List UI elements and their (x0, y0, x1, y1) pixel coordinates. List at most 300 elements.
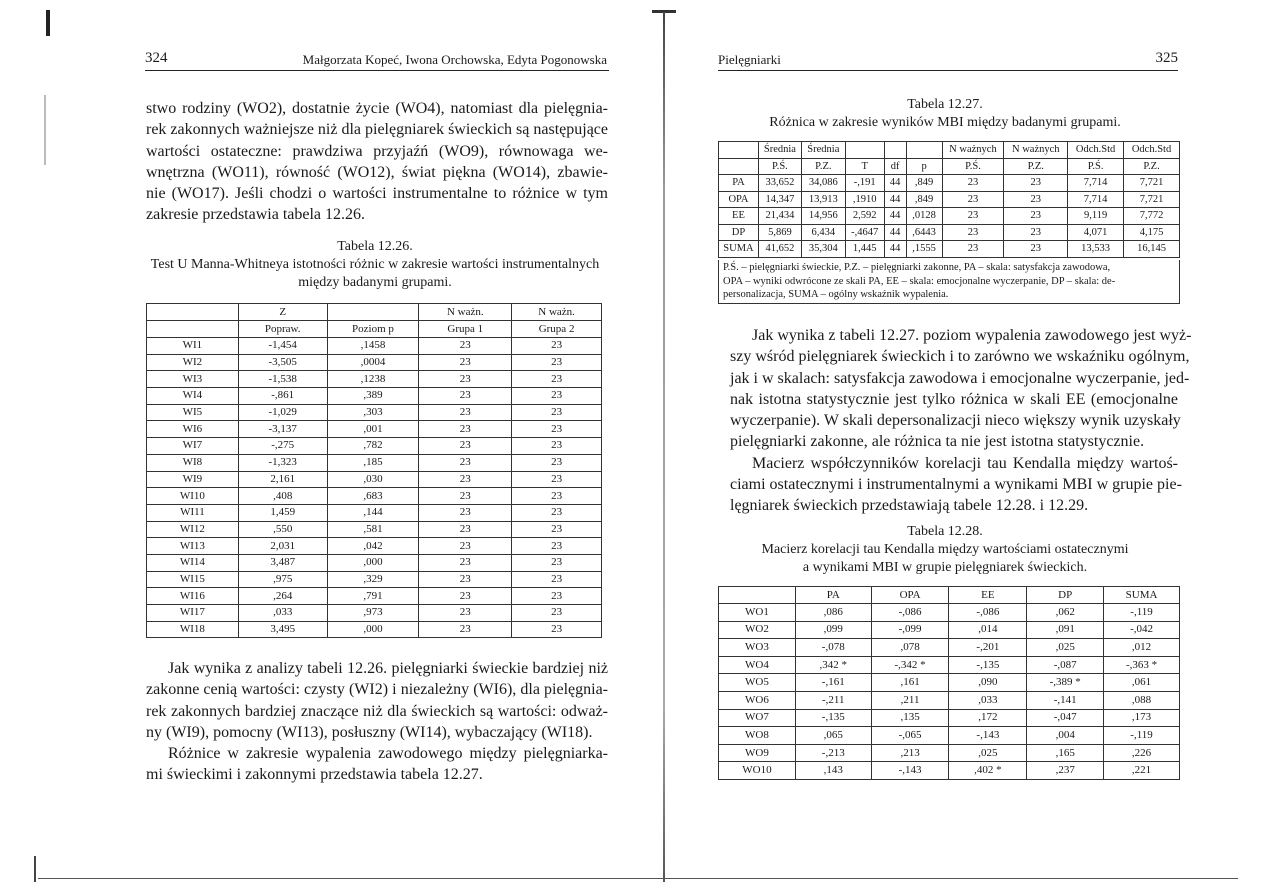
row-label-cell: DP (719, 224, 759, 241)
header-cell (845, 142, 884, 159)
table-row (719, 744, 1180, 762)
data-cell: 23 (419, 438, 512, 455)
data-cell: ,221 (1104, 762, 1180, 780)
data-cell: 9,119 (1068, 208, 1124, 225)
data-cell: -,119 (1104, 604, 1180, 622)
header-cell (147, 321, 239, 338)
row-label-cell: PA (719, 175, 759, 192)
text-line: nak istotna statystycznie jest tylko różnica w skali EE (emocjonalne (730, 390, 1178, 408)
data-cell: 44 (884, 191, 906, 208)
header-cell: P.Ś. (942, 158, 1004, 175)
kendall-correlation-table (718, 586, 1180, 780)
table1-footnote (718, 260, 1180, 304)
data-cell: 23 (942, 224, 1004, 241)
data-cell: 4,175 (1124, 224, 1180, 241)
data-cell: 23 (512, 471, 602, 488)
data-cell: -1,323 (238, 454, 327, 471)
data-cell: 23 (419, 421, 512, 438)
data-cell: 23 (512, 521, 602, 538)
table1-caption (710, 96, 1180, 132)
data-cell: 23 (512, 538, 602, 555)
table-header-row (147, 304, 602, 321)
data-cell: -,201 (949, 639, 1027, 657)
row-label-cell: WO10 (719, 762, 796, 780)
data-cell: 23 (419, 605, 512, 622)
data-cell: 34,086 (801, 175, 845, 192)
table-row (147, 404, 602, 421)
header-cell: Odch.Std (1124, 142, 1180, 159)
table-row (147, 538, 602, 555)
header-cell: P.Ś. (758, 158, 801, 175)
data-cell: 7,772 (1124, 208, 1180, 225)
data-cell: -,861 (238, 388, 327, 405)
header-cell: OPA (871, 587, 949, 604)
data-cell: -,389 * (1027, 674, 1104, 692)
row-label-cell: WI18 (147, 621, 239, 638)
data-cell: -,119 (1104, 727, 1180, 745)
data-cell: 23 (512, 404, 602, 421)
header-cell (906, 142, 942, 159)
data-cell: ,303 (327, 404, 419, 421)
header-cell (719, 587, 796, 604)
data-cell: 2,592 (845, 208, 884, 225)
data-cell: -,042 (1104, 621, 1180, 639)
data-cell: 23 (512, 488, 602, 505)
right-page (640, 0, 1262, 894)
text-line: jak i w skalach: satysfakcja zawodowa i emocjonalne wyczerpanie, jed- (730, 369, 1190, 387)
data-cell: -,342 * (871, 656, 949, 674)
table-header-row (719, 142, 1180, 159)
data-cell: 44 (884, 241, 906, 258)
data-cell: 23 (1004, 241, 1068, 258)
data-cell: ,143 (795, 762, 871, 780)
data-cell: ,1555 (906, 241, 942, 258)
header-cell: P.Ś. (1068, 158, 1124, 175)
data-cell: ,791 (327, 588, 419, 605)
data-cell: ,683 (327, 488, 419, 505)
header-cell: Średnia (758, 142, 801, 159)
data-cell: 23 (419, 471, 512, 488)
text-line: ciami ostatecznymi i instrumentalnymi a wynikami MBI w grupie pie- (730, 476, 1182, 494)
header-cell: df (884, 158, 906, 175)
data-cell: -,4647 (845, 224, 884, 241)
header-cell (719, 158, 759, 175)
data-cell: ,061 (1104, 674, 1180, 692)
data-cell: 44 (884, 224, 906, 241)
header-cell: Popraw. (238, 321, 327, 338)
row-label-cell: WI3 (147, 371, 239, 388)
header-cell: P.Z. (1004, 158, 1068, 175)
header-cell: N ważn. (512, 304, 602, 321)
data-cell: -,161 (795, 674, 871, 692)
data-cell: ,172 (949, 709, 1027, 727)
data-cell: -1,538 (238, 371, 327, 388)
data-cell: 14,956 (801, 208, 845, 225)
data-cell: 23 (512, 554, 602, 571)
row-label-cell: WO9 (719, 744, 796, 762)
header-cell: p (906, 158, 942, 175)
header-cell (719, 142, 759, 159)
data-cell: 14,347 (758, 191, 801, 208)
left-running-head (145, 52, 609, 71)
row-label-cell: WI4 (147, 388, 239, 405)
table-row (719, 175, 1180, 192)
data-cell: 23 (419, 454, 512, 471)
table-row (147, 388, 602, 405)
data-cell: ,389 (327, 388, 419, 405)
data-cell: 23 (419, 488, 512, 505)
data-cell: 23 (419, 554, 512, 571)
data-cell: ,025 (1027, 639, 1104, 657)
data-cell: 7,721 (1124, 191, 1180, 208)
table-row (147, 421, 602, 438)
table-row (719, 191, 1180, 208)
data-cell: 23 (512, 338, 602, 355)
header-cell: T (845, 158, 884, 175)
row-label-cell: WI11 (147, 504, 239, 521)
text-line: wyczerpanie). W skali depersonalizacji nieco większy wynik uzyskały (730, 412, 1181, 430)
caption-title: Różnica w zakresie wyników MBI między badanymi grupami. (769, 115, 1121, 130)
running-title: Pielęgniarki (718, 52, 781, 67)
caption-title (140, 256, 610, 292)
table-row (719, 762, 1180, 780)
data-cell: 1,445 (845, 241, 884, 258)
table-row (719, 208, 1180, 225)
table-row (147, 605, 602, 622)
page-number: 324 (145, 50, 168, 66)
data-cell: ,144 (327, 504, 419, 521)
text-line: Jak wynika z analizy tabeli 12.26. pielęgniarki świeckie bardziej niż (168, 660, 608, 677)
text-line: lęgniarek świeckich przedstawiają tabele 12.28. i 12.29. (730, 497, 1089, 515)
data-cell: ,012 (1104, 639, 1180, 657)
table-header-row (147, 321, 602, 338)
row-label-cell: WI14 (147, 554, 239, 571)
row-label-cell: WO6 (719, 691, 796, 709)
data-cell: 23 (419, 571, 512, 588)
body-paragraph (730, 325, 1192, 517)
data-cell: ,042 (327, 538, 419, 555)
data-cell: -,099 (871, 621, 949, 639)
data-cell: 21,434 (758, 208, 801, 225)
data-cell: -,065 (871, 727, 949, 745)
caption-number: Tabela 12.28. (907, 524, 983, 539)
data-cell: 7,714 (1068, 191, 1124, 208)
row-label-cell: WI15 (147, 571, 239, 588)
text-line: wnętrzna (WO11), równość (WO12), świat piękna (WO14), zbawie- (146, 163, 608, 181)
text-line: Macierz współczynników korelacji tau Kendalla między wartoś- (752, 454, 1178, 472)
data-cell: -3,505 (238, 354, 327, 371)
data-cell: 1,459 (238, 504, 327, 521)
data-cell: ,185 (327, 454, 419, 471)
running-title: Małgorzata Kopeć, Iwona Orchowska, Edyta Pogonowska (302, 52, 607, 67)
data-cell: -,135 (949, 656, 1027, 674)
data-cell: 13,533 (1068, 241, 1124, 258)
caption-number: Tabela 12.26. (337, 239, 413, 254)
data-cell: 13,913 (801, 191, 845, 208)
conclusion-paragraph (146, 658, 608, 786)
data-cell: 35,304 (801, 241, 845, 258)
data-cell: 23 (419, 521, 512, 538)
data-cell: 23 (419, 588, 512, 605)
data-cell: -,086 (949, 604, 1027, 622)
data-cell: 23 (1004, 175, 1068, 192)
row-label-cell: WO2 (719, 621, 796, 639)
data-cell: ,973 (327, 605, 419, 622)
header-cell: Z (238, 304, 327, 321)
caption-number: Tabela 12.27. (907, 97, 983, 112)
text-line: nie (WO17). Jeśli chodzi o wartości instrumentalne to różnice w tym (146, 185, 608, 203)
data-cell: ,329 (327, 571, 419, 588)
header-cell: EE (949, 587, 1027, 604)
caption-line: P.Ś. – pielęgniarki świeckie, P.Z. – pielęgniarki zakonne, PA – skala: satysfakcja zawodowa, (723, 262, 1111, 273)
data-cell: 23 (419, 538, 512, 555)
data-cell: 23 (1004, 224, 1068, 241)
data-cell: ,1458 (327, 338, 419, 355)
data-cell: -,141 (1027, 691, 1104, 709)
table-row (147, 454, 602, 471)
text-line: Różnice w zakresie wypalenia zawodowego między pielęgniarka- (168, 745, 608, 763)
page-number: 325 (1155, 50, 1178, 66)
text-line: zakonne cenią wartości: czysty (WI2) i niezależny (WI6), dla pielęgnia- (146, 681, 608, 699)
text-line: rek zakonnych ważniejsze niż dla pielęgniarek świeckich są następujące (146, 121, 609, 139)
data-cell: 23 (512, 504, 602, 521)
data-cell: -,047 (1027, 709, 1104, 727)
data-cell: -,078 (795, 639, 871, 657)
header-cell (884, 142, 906, 159)
caption-line: Test U Manna-Whitneya istotności różnic w zakresie wartości instrumentalnych (150, 257, 600, 272)
row-label-cell: WO3 (719, 639, 796, 657)
data-cell: 7,714 (1068, 175, 1124, 192)
text-line: zakresie przedstawia tabela 12.26. (146, 206, 366, 224)
table-row (147, 588, 602, 605)
data-cell: 23 (942, 175, 1004, 192)
caption-line: a wynikami MBI w grupie pielęgniarek świeckich. (802, 560, 1088, 575)
data-cell: 3,495 (238, 621, 327, 638)
row-label-cell: WI8 (147, 454, 239, 471)
row-label-cell: WI7 (147, 438, 239, 455)
data-cell: ,062 (1027, 604, 1104, 622)
data-cell: -,191 (845, 175, 884, 192)
data-cell: ,099 (795, 621, 871, 639)
data-cell: ,782 (327, 438, 419, 455)
data-cell: ,211 (871, 691, 949, 709)
data-cell: 23 (942, 191, 1004, 208)
data-cell: 44 (884, 208, 906, 225)
data-cell: 23 (942, 208, 1004, 225)
data-cell: ,849 (906, 175, 942, 192)
header-cell: PA (795, 587, 871, 604)
data-cell: ,0128 (906, 208, 942, 225)
row-label-cell: WO1 (719, 604, 796, 622)
row-label-cell: WO5 (719, 674, 796, 692)
data-cell: 23 (419, 371, 512, 388)
data-cell: ,0004 (327, 354, 419, 371)
data-cell: 23 (512, 354, 602, 371)
header-cell: Poziom p (327, 321, 419, 338)
data-cell: -,363 * (1104, 656, 1180, 674)
table-row (719, 656, 1180, 674)
data-cell: 6,434 (801, 224, 845, 241)
row-label-cell: WI10 (147, 488, 239, 505)
data-cell: ,078 (871, 639, 949, 657)
header-cell: N ważnych (942, 142, 1004, 159)
row-label-cell: OPA (719, 191, 759, 208)
data-cell: 7,721 (1124, 175, 1180, 192)
data-cell: ,088 (1104, 691, 1180, 709)
caption-line: OPA – wyniki odwrócone ze skali PA, EE – skala: emocjonalne wyczerpanie, DP – skala: de- (723, 275, 1116, 287)
row-label-cell: SUMA (719, 241, 759, 258)
data-cell: -,086 (871, 604, 949, 622)
caption-line: Macierz korelacji tau Kendalla między wartościami ostatecznymi (761, 542, 1129, 557)
row-label-cell: WO7 (719, 709, 796, 727)
data-cell: -,211 (795, 691, 871, 709)
data-cell: ,173 (1104, 709, 1180, 727)
data-cell: ,135 (871, 709, 949, 727)
text-line: szy wśród pielęgniarek świeckich i to zarówno we wskaźniku ogólnym, (730, 348, 1190, 366)
data-cell: ,849 (906, 191, 942, 208)
table-row (719, 674, 1180, 692)
data-cell: 2,031 (238, 538, 327, 555)
data-cell: ,213 (871, 744, 949, 762)
data-cell: 2,161 (238, 471, 327, 488)
caption-line: między badanymi grupami. (298, 275, 452, 290)
table-row (147, 521, 602, 538)
table-row (147, 504, 602, 521)
data-cell: ,014 (949, 621, 1027, 639)
row-label-cell: WI2 (147, 354, 239, 371)
data-cell: -1,029 (238, 404, 327, 421)
data-cell: 23 (512, 454, 602, 471)
table-row (719, 224, 1180, 241)
text-line: mi świeckimi i zakonnymi przedstawia tabela 12.27. (146, 766, 483, 784)
data-cell: ,342 * (795, 656, 871, 674)
data-cell: -1,454 (238, 338, 327, 355)
data-cell: 3,487 (238, 554, 327, 571)
row-label-cell: WI13 (147, 538, 239, 555)
row-label-cell: WI9 (147, 471, 239, 488)
data-cell: ,065 (795, 727, 871, 745)
text-line: rek zakonnych bardziej znaczące niż dla świeckich są wartości: odważ- (146, 702, 608, 720)
table-row (719, 604, 1180, 622)
row-label-cell: WI1 (147, 338, 239, 355)
data-cell: ,030 (327, 471, 419, 488)
data-cell: 23 (1004, 208, 1068, 225)
data-cell: 23 (512, 388, 602, 405)
text-line: Jak wynika z tabeli 12.27. poziom wypalenia zawodowego jest wyż- (752, 327, 1192, 344)
data-cell: ,161 (871, 674, 949, 692)
data-cell: ,033 (949, 691, 1027, 709)
data-cell: 23 (419, 354, 512, 371)
data-cell: 33,652 (758, 175, 801, 192)
data-cell: -,143 (871, 762, 949, 780)
header-cell: Grupa 2 (512, 321, 602, 338)
row-label-cell: WI12 (147, 521, 239, 538)
table-row (719, 621, 1180, 639)
header-cell: P.Z. (801, 158, 845, 175)
data-cell: -,135 (795, 709, 871, 727)
mbi-difference-table (718, 141, 1180, 258)
table-row (147, 488, 602, 505)
data-cell: ,408 (238, 488, 327, 505)
data-cell: -,275 (238, 438, 327, 455)
data-cell: 23 (512, 571, 602, 588)
data-cell: ,091 (1027, 621, 1104, 639)
table-caption (140, 238, 610, 292)
table-row (147, 571, 602, 588)
header-cell (327, 304, 419, 321)
table-row (147, 371, 602, 388)
data-cell: -,087 (1027, 656, 1104, 674)
row-label-cell: WI5 (147, 404, 239, 421)
data-cell: ,001 (327, 421, 419, 438)
text-line: wartości ostateczne: prawdziwa przyjaźń (WO9), równowaga we- (146, 142, 608, 160)
data-cell: 23 (419, 504, 512, 521)
data-cell: ,1910 (845, 191, 884, 208)
right-running-head (718, 52, 1178, 71)
table-header-row (719, 158, 1180, 175)
table2-caption (710, 523, 1180, 577)
data-cell: ,033 (238, 605, 327, 622)
text-line: ny (WI9), pomocny (WI13), posłuszny (WI14), wybaczający (WI18). (146, 723, 593, 741)
header-cell: Grupa 1 (419, 321, 512, 338)
data-cell: ,004 (1027, 727, 1104, 745)
data-cell: ,165 (1027, 744, 1104, 762)
header-cell: Odch.Std (1068, 142, 1124, 159)
data-cell: ,6443 (906, 224, 942, 241)
data-cell: 4,071 (1068, 224, 1124, 241)
table-row (147, 354, 602, 371)
header-cell: DP (1027, 587, 1104, 604)
header-cell: Średnia (801, 142, 845, 159)
row-label-cell: EE (719, 208, 759, 225)
caption-line: personalizacja, SUMA – ogólny wskaźnik wypalenia. (723, 289, 949, 300)
text-line: pielęgniarki zakonne, ale różnica ta nie jest istotna statystycznie. (730, 433, 1145, 451)
data-cell: ,264 (238, 588, 327, 605)
data-cell: ,025 (949, 744, 1027, 762)
data-cell: ,000 (327, 621, 419, 638)
data-cell: -,213 (795, 744, 871, 762)
data-cell: 23 (512, 621, 602, 638)
data-cell: ,402 * (949, 762, 1027, 780)
table-row (147, 554, 602, 571)
data-cell: 23 (419, 338, 512, 355)
data-cell: ,1238 (327, 371, 419, 388)
table-row (147, 338, 602, 355)
data-cell: 23 (512, 421, 602, 438)
text-line: stwo rodziny (WO2), dostatnie życie (WO4), natomiast dla pielęgnia- (146, 100, 608, 117)
data-cell: 23 (512, 438, 602, 455)
data-cell: 41,652 (758, 241, 801, 258)
row-label-cell: WI16 (147, 588, 239, 605)
row-label-cell: WI6 (147, 421, 239, 438)
data-cell: 23 (512, 588, 602, 605)
caption-title (710, 541, 1180, 577)
data-cell: 23 (512, 371, 602, 388)
row-label-cell: WO8 (719, 727, 796, 745)
data-cell: ,550 (238, 521, 327, 538)
table-header-row (719, 587, 1180, 604)
row-label-cell: WI17 (147, 605, 239, 622)
data-cell: ,581 (327, 521, 419, 538)
table-row (147, 438, 602, 455)
data-cell: 23 (512, 605, 602, 622)
table-row (719, 639, 1180, 657)
data-cell: ,086 (795, 604, 871, 622)
data-cell: ,000 (327, 554, 419, 571)
data-cell: ,237 (1027, 762, 1104, 780)
header-cell (147, 304, 239, 321)
table-row (719, 727, 1180, 745)
